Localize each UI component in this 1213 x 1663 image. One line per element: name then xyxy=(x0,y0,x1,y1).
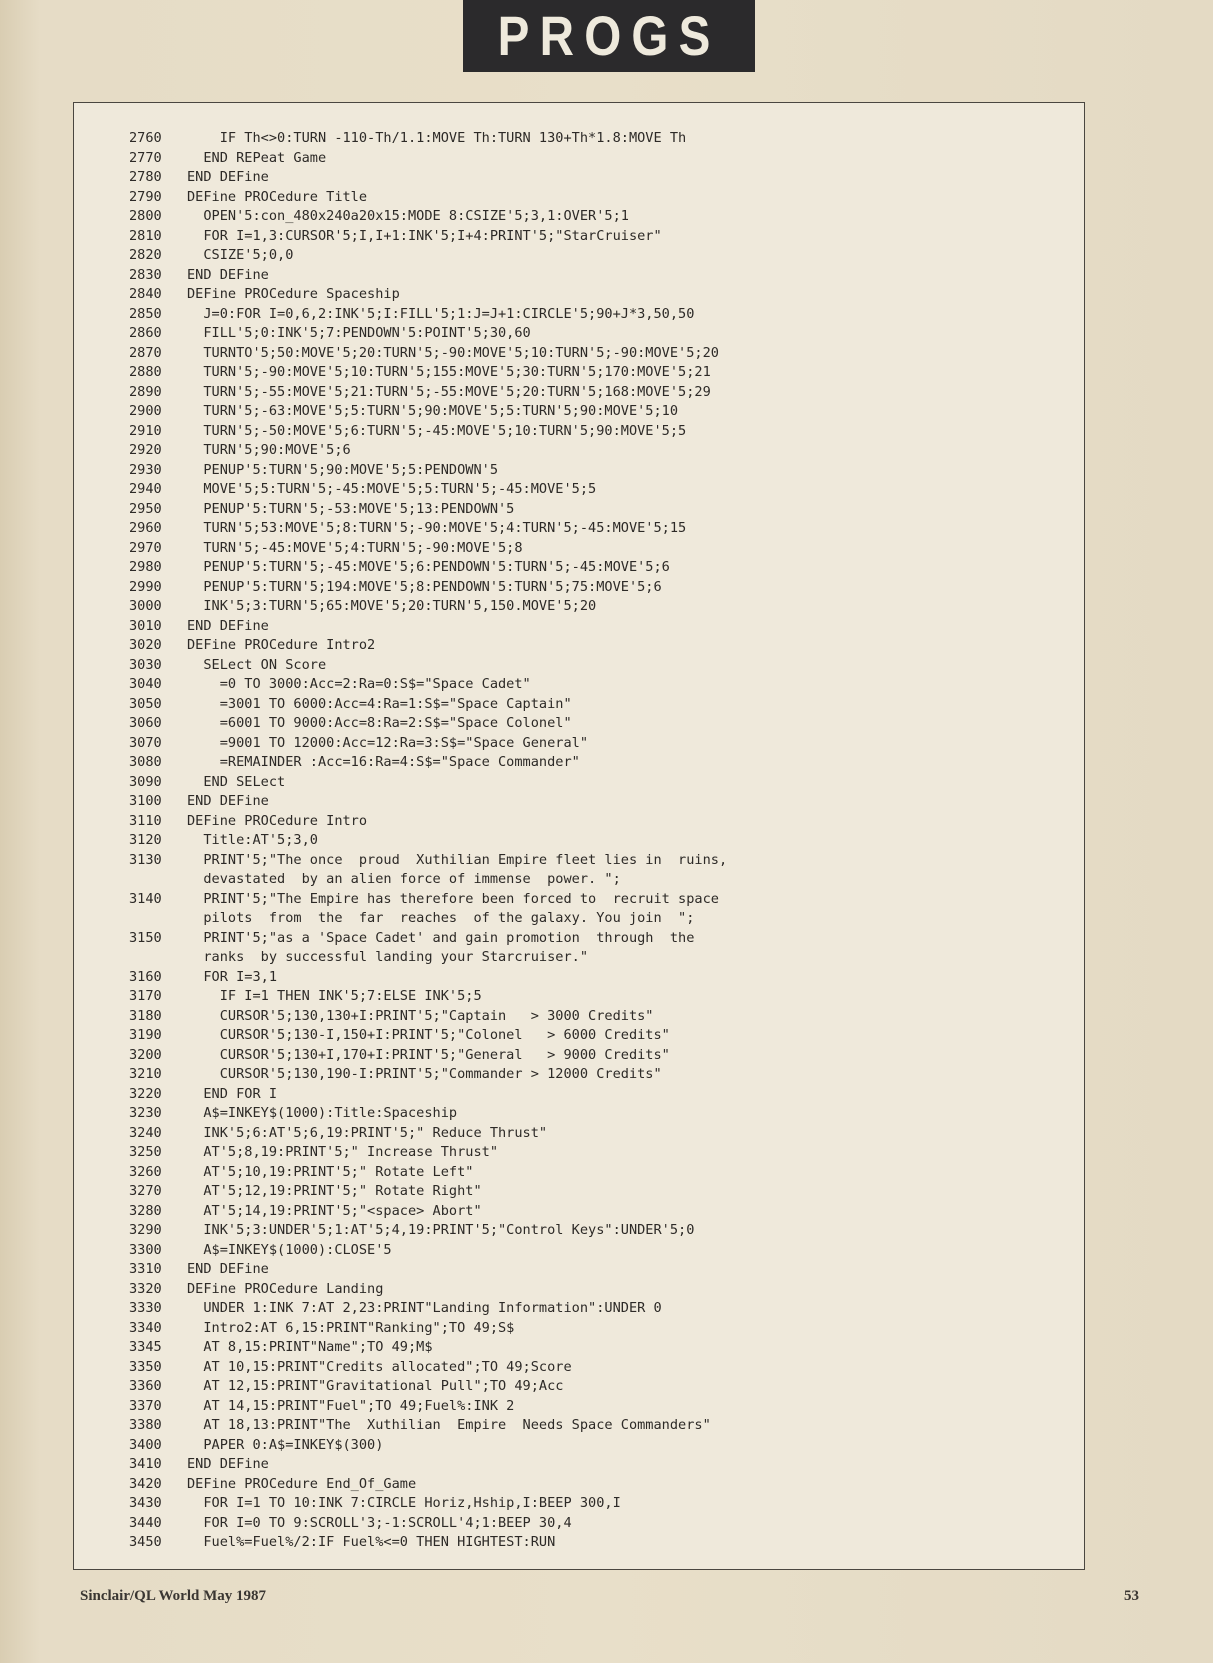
code-line xyxy=(129,402,1064,422)
publication-footer: Sinclair/QL World May 1987 xyxy=(80,1588,266,1604)
line-code: CURSOR'5;130,190-I:PRINT'5;"Commander > 12000 Credits" xyxy=(187,1066,662,1082)
line-code: TURNTO'5;50:MOVE'5;20:TURN'5;-90:MOVE'5;10:TURN'5;-90:MOVE'5;20 xyxy=(187,344,719,361)
line-code: PENUP'5:TURN'5;194:MOVE'5;8:PENDOWN'5:TURN'5;75:MOVE'5;6 xyxy=(187,578,662,595)
line-code: TURN'5;-63:MOVE'5;5:TURN'5;90:MOVE'5;5:TURN'5;90:MOVE'5;10 xyxy=(187,403,679,419)
code-line xyxy=(129,1221,1064,1241)
line-code: J=0:FOR I=0,6,2:INK'5;I:FILL'5;1:J=J+1:CIRCLE'5;90+J*3,50,50 xyxy=(187,305,695,322)
line-number: 3170 xyxy=(129,988,162,1004)
line-number: 3270 xyxy=(129,1183,162,1199)
line-code: TURN'5;-45:MOVE'5;4:TURN'5;-90:MOVE'5;8 xyxy=(187,539,523,556)
code-line xyxy=(129,461,1064,481)
line-code: AT 10,15:PRINT"Credits allocated";TO 49;Score xyxy=(187,1358,572,1375)
line-code: PAPER 0:A$=INKEY$(300) xyxy=(187,1436,384,1453)
line-number: 3080 xyxy=(129,754,162,770)
line-code: CSIZE'5;0,0 xyxy=(187,247,294,263)
line-code: INK'5;6:AT'5;6,19:PRINT'5;" Reduce Thrust" xyxy=(187,1124,548,1141)
code-line xyxy=(129,851,1064,871)
line-code: FOR I=3,1 xyxy=(187,968,278,985)
line-code: FOR I=0 TO 9:SCROLL'3;-1:SCROLL'4;1:BEEP 30,4 xyxy=(187,1514,572,1531)
line-number: 2980 xyxy=(129,559,162,575)
code-line xyxy=(129,1494,1064,1514)
line-number: 2960 xyxy=(129,520,162,536)
line-code: DEFine PROCedure Title xyxy=(187,188,368,205)
code-line xyxy=(129,909,1064,929)
line-code: DEFine PROCedure End_Of_Game xyxy=(187,1475,417,1492)
code-line xyxy=(129,987,1064,1007)
line-code: END REPeat Game xyxy=(187,149,327,166)
line-number: 3420 xyxy=(129,1475,162,1492)
code-line xyxy=(129,344,1064,364)
line-code: IF I=1 THEN INK'5;7:ELSE INK'5;5 xyxy=(187,988,482,1004)
code-line xyxy=(129,1455,1064,1475)
code-line xyxy=(129,1046,1064,1066)
line-code: INK'5;3:UNDER'5;1:AT'5;4,19:PRINT'5;"Control Keys":UNDER'5;0 xyxy=(187,1222,695,1238)
line-code: AT 8,15:PRINT"Name";TO 49;M$ xyxy=(187,1339,433,1355)
code-line xyxy=(129,1085,1064,1105)
line-code: TURN'5;53:MOVE'5;8:TURN'5;-90:MOVE'5;4:TURN'5;-45:MOVE'5;15 xyxy=(187,520,687,536)
line-number: 3230 xyxy=(129,1105,162,1121)
line-number: 3300 xyxy=(129,1241,162,1258)
line-code: CURSOR'5;130,130+I:PRINT'5;"Captain > 3000 Credits" xyxy=(187,1007,654,1024)
code-line xyxy=(129,324,1064,344)
code-line xyxy=(129,734,1064,754)
line-number: 3380 xyxy=(129,1417,162,1433)
line-code: PRINT'5;"The once proud Xuthilian Empire fleet lies in ruins, xyxy=(187,851,728,868)
code-line xyxy=(129,753,1064,773)
code-line xyxy=(129,1436,1064,1456)
line-number: 3160 xyxy=(129,968,162,985)
line-number xyxy=(129,948,187,968)
line-code: DEFine PROCedure Intro2 xyxy=(187,637,376,653)
line-code: PENUP'5:TURN'5;-53:MOVE'5;13:PENDOWN'5 xyxy=(187,500,515,517)
line-number: 3430 xyxy=(129,1495,162,1511)
code-line xyxy=(129,1007,1064,1027)
page-number: 53 xyxy=(1124,1588,1139,1604)
code-line xyxy=(129,929,1064,949)
line-number: 3140 xyxy=(129,890,162,907)
code-line xyxy=(129,1475,1064,1495)
code-line xyxy=(129,168,1064,188)
line-number: 3240 xyxy=(129,1124,162,1141)
line-number: 3000 xyxy=(129,598,162,614)
line-code: DEFine PROCedure Landing xyxy=(187,1280,384,1297)
code-line xyxy=(129,792,1064,812)
code-line xyxy=(129,675,1064,695)
line-code: DEFine PROCedure Intro xyxy=(187,812,368,829)
line-number: 3340 xyxy=(129,1319,162,1336)
code-line xyxy=(129,1241,1064,1261)
line-number: 3320 xyxy=(129,1280,162,1297)
banner-title: PROGS xyxy=(497,4,721,67)
line-number: 2840 xyxy=(129,286,162,302)
line-code: AT 14,15:PRINT"Fuel";TO 49;Fuel%:INK 2 xyxy=(187,1397,515,1414)
line-number: 3280 xyxy=(129,1202,162,1219)
line-number: 3090 xyxy=(129,773,162,790)
code-line xyxy=(129,968,1064,988)
line-number: 2820 xyxy=(129,247,162,263)
line-number: 3350 xyxy=(129,1358,162,1375)
line-code: ranks by successful landing your Starcruiser." xyxy=(187,949,589,965)
line-number: 3110 xyxy=(129,812,162,829)
line-code: =0 TO 3000:Acc=2:Ra=0:S$="Space Cadet" xyxy=(187,676,531,692)
code-line xyxy=(129,578,1064,598)
line-number: 3180 xyxy=(129,1007,162,1024)
line-code: Title:AT'5;3,0 xyxy=(187,832,318,848)
code-line xyxy=(129,1377,1064,1397)
line-number xyxy=(129,870,187,890)
line-number: 2790 xyxy=(129,188,162,205)
line-code: END DEFine xyxy=(187,617,269,634)
code-line xyxy=(129,890,1064,910)
code-line xyxy=(129,948,1064,968)
line-code: PRINT'5;"The Empire has therefore been forced to recruit space xyxy=(187,890,719,907)
section-banner xyxy=(463,0,755,72)
code-line xyxy=(129,1533,1064,1553)
code-line xyxy=(129,773,1064,793)
code-line xyxy=(129,656,1064,676)
line-code: TURN'5;90:MOVE'5;6 xyxy=(187,442,351,458)
line-code: OPEN'5:con_480x240a20x15:MODE 8:CSIZE'5;3,1:OVER'5;1 xyxy=(187,208,629,224)
code-line xyxy=(129,305,1064,325)
line-code: TURN'5;-50:MOVE'5;6:TURN'5;-45:MOVE'5;10:TURN'5;90:MOVE'5;5 xyxy=(187,422,687,439)
code-line xyxy=(129,227,1064,247)
code-line xyxy=(129,1182,1064,1202)
code-line xyxy=(129,480,1064,500)
code-line xyxy=(129,1338,1064,1358)
line-code: IF Th<>0:TURN -110-Th/1.1:MOVE Th:TURN 130+Th*1.8:MOVE Th xyxy=(187,130,687,146)
line-number: 3020 xyxy=(129,637,162,653)
line-number: 2870 xyxy=(129,344,162,361)
line-number: 3120 xyxy=(129,832,162,848)
code-line xyxy=(129,617,1064,637)
line-number: 3130 xyxy=(129,851,162,868)
line-number: 3030 xyxy=(129,656,162,673)
code-line xyxy=(129,1397,1064,1417)
line-code: =REMAINDER :Acc=16:Ra=4:S$="Space Commander" xyxy=(187,754,580,770)
line-code: AT'5;12,19:PRINT'5;" Rotate Right" xyxy=(187,1183,482,1199)
code-line xyxy=(129,1319,1064,1339)
line-number: 3050 xyxy=(129,695,162,712)
code-line xyxy=(129,1065,1064,1085)
line-number: 3150 xyxy=(129,929,162,946)
line-number: 3100 xyxy=(129,793,162,809)
code-line xyxy=(129,812,1064,832)
line-number: 2830 xyxy=(129,266,162,283)
line-code: CURSOR'5;130+I,170+I:PRINT'5;"General > 9000 Credits" xyxy=(187,1046,670,1063)
line-code: INK'5;3:TURN'5;65:MOVE'5;20:TURN'5,150.MOVE'5;20 xyxy=(187,598,597,614)
line-number: 3250 xyxy=(129,1144,162,1160)
line-number: 2800 xyxy=(129,208,162,224)
line-code: Fuel%=Fuel%/2:IF Fuel%<=0 THEN HIGHTEST:RUN xyxy=(187,1534,556,1550)
line-code: SELect ON Score xyxy=(187,656,327,673)
line-number: 2910 xyxy=(129,422,162,439)
line-code: A$=INKEY$(1000):Title:Spaceship xyxy=(187,1105,458,1121)
program-listing-box xyxy=(73,102,1085,1570)
code-line xyxy=(129,422,1064,442)
line-number: 2950 xyxy=(129,500,162,517)
line-number: 3370 xyxy=(129,1397,162,1414)
line-code: AT'5;10,19:PRINT'5;" Rotate Left" xyxy=(187,1163,474,1180)
line-number: 2780 xyxy=(129,169,162,185)
line-code: TURN'5;-90:MOVE'5;10:TURN'5;155:MOVE'5;30:TURN'5;170:MOVE'5;21 xyxy=(187,364,711,380)
code-line xyxy=(129,1260,1064,1280)
line-number: 2990 xyxy=(129,578,162,595)
code-line xyxy=(129,695,1064,715)
line-number: 2810 xyxy=(129,227,162,244)
code-line xyxy=(129,870,1064,890)
line-number: 3310 xyxy=(129,1261,162,1277)
line-code: AT'5;8,19:PRINT'5;" Increase Thrust" xyxy=(187,1144,498,1160)
line-code: =9001 TO 12000:Acc=12:Ra=3:S$="Space General" xyxy=(187,734,589,751)
line-code: FILL'5;0:INK'5;7:PENDOWN'5:POINT'5;30,60 xyxy=(187,325,531,341)
line-code: =6001 TO 9000:Acc=8:Ra=2:S$="Space Colonel" xyxy=(187,715,572,731)
line-code: MOVE'5;5:TURN'5;-45:MOVE'5;5:TURN'5;-45:MOVE'5;5 xyxy=(187,481,597,497)
line-code: TURN'5;-55:MOVE'5;21:TURN'5;-55:MOVE'5;20:TURN'5;168:MOVE'5;29 xyxy=(187,383,711,400)
code-line xyxy=(129,1104,1064,1124)
code-line xyxy=(129,188,1064,208)
line-number: 3060 xyxy=(129,715,162,731)
code-line xyxy=(129,1026,1064,1046)
line-code: END DEFine xyxy=(187,266,269,283)
code-line xyxy=(129,1163,1064,1183)
line-code: =3001 TO 6000:Acc=4:Ra=1:S$="Space Captain" xyxy=(187,695,572,712)
code-line xyxy=(129,831,1064,851)
line-number: 3190 xyxy=(129,1027,162,1043)
line-number: 2930 xyxy=(129,461,162,478)
line-code: END DEFine xyxy=(187,793,269,809)
line-number: 2760 xyxy=(129,130,162,146)
line-code: FOR I=1 TO 10:INK 7:CIRCLE Horiz,Hship,I:BEEP 300,I xyxy=(187,1495,621,1511)
code-line xyxy=(129,1280,1064,1300)
line-number: 2860 xyxy=(129,325,162,341)
code-line xyxy=(129,129,1064,149)
line-number: 3330 xyxy=(129,1300,162,1316)
code-line xyxy=(129,149,1064,169)
code-line xyxy=(129,207,1064,227)
line-number: 3290 xyxy=(129,1222,162,1238)
code-line xyxy=(129,363,1064,383)
code-line xyxy=(129,383,1064,403)
line-code: AT 12,15:PRINT"Gravitational Pull";TO 49;Acc xyxy=(187,1378,564,1394)
code-line xyxy=(129,636,1064,656)
line-number: 3260 xyxy=(129,1163,162,1180)
code-line xyxy=(129,246,1064,266)
line-number: 2770 xyxy=(129,149,162,166)
line-code: pilots from the far reaches of the galaxy. You join "; xyxy=(187,910,695,926)
line-number: 3360 xyxy=(129,1378,162,1394)
code-line xyxy=(129,1416,1064,1436)
line-number: 2920 xyxy=(129,442,162,458)
line-number: 2900 xyxy=(129,403,162,419)
line-code: END FOR I xyxy=(187,1085,278,1102)
code-line xyxy=(129,441,1064,461)
line-code: Intro2:AT 6,15:PRINT"Ranking";TO 49;S$ xyxy=(187,1319,515,1336)
line-number: 3400 xyxy=(129,1436,162,1453)
line-code: DEFine PROCedure Spaceship xyxy=(187,286,400,302)
line-number: 3450 xyxy=(129,1534,162,1550)
code-listing xyxy=(129,129,1064,1553)
code-line xyxy=(129,1299,1064,1319)
line-number: 3200 xyxy=(129,1046,162,1063)
code-line xyxy=(129,285,1064,305)
code-line xyxy=(129,1358,1064,1378)
line-number: 3440 xyxy=(129,1514,162,1531)
line-number xyxy=(129,909,187,929)
line-code: devastated by an alien force of immense power. "; xyxy=(187,871,621,887)
line-code: END SELect xyxy=(187,773,286,790)
code-line xyxy=(129,500,1064,520)
line-number: 3210 xyxy=(129,1066,162,1082)
line-number: 3220 xyxy=(129,1085,162,1102)
code-line xyxy=(129,597,1064,617)
line-number: 3345 xyxy=(129,1339,162,1355)
line-code: UNDER 1:INK 7:AT 2,23:PRINT"Landing Information":UNDER 0 xyxy=(187,1300,662,1316)
code-line xyxy=(129,266,1064,286)
line-code: PRINT'5;"as a 'Space Cadet' and gain promotion through the xyxy=(187,929,695,946)
line-code: AT 18,13:PRINT"The Xuthilian Empire Needs Space Commanders" xyxy=(187,1417,711,1433)
line-code: PENUP'5:TURN'5;90:MOVE'5;5:PENDOWN'5 xyxy=(187,461,498,478)
line-code: END DEFine xyxy=(187,169,269,185)
code-line xyxy=(129,1202,1064,1222)
line-number: 2880 xyxy=(129,364,162,380)
line-number: 2850 xyxy=(129,305,162,322)
line-code: FOR I=1,3:CURSOR'5;I,I+1:INK'5;I+4:PRINT'5;"StarCruiser" xyxy=(187,227,662,244)
line-number: 3410 xyxy=(129,1456,162,1472)
code-line xyxy=(129,1143,1064,1163)
code-line xyxy=(129,539,1064,559)
line-number: 2890 xyxy=(129,383,162,400)
line-code: AT'5;14,19:PRINT'5;"<space> Abort" xyxy=(187,1202,482,1219)
line-code: END DEFine xyxy=(187,1456,269,1472)
line-number: 2940 xyxy=(129,481,162,497)
code-line xyxy=(129,519,1064,539)
line-code: PENUP'5:TURN'5;-45:MOVE'5;6:PENDOWN'5:TURN'5;-45:MOVE'5;6 xyxy=(187,559,670,575)
line-code: END DEFine xyxy=(187,1261,269,1277)
line-number: 3040 xyxy=(129,676,162,692)
code-line xyxy=(129,1124,1064,1144)
code-line xyxy=(129,1514,1064,1534)
code-line xyxy=(129,558,1064,578)
line-number: 3070 xyxy=(129,734,162,751)
line-number: 3010 xyxy=(129,617,162,634)
line-code: A$=INKEY$(1000):CLOSE'5 xyxy=(187,1241,392,1258)
line-code: CURSOR'5;130-I,150+I:PRINT'5;"Colonel > 6000 Credits" xyxy=(187,1027,670,1043)
code-line xyxy=(129,714,1064,734)
line-number: 2970 xyxy=(129,539,162,556)
